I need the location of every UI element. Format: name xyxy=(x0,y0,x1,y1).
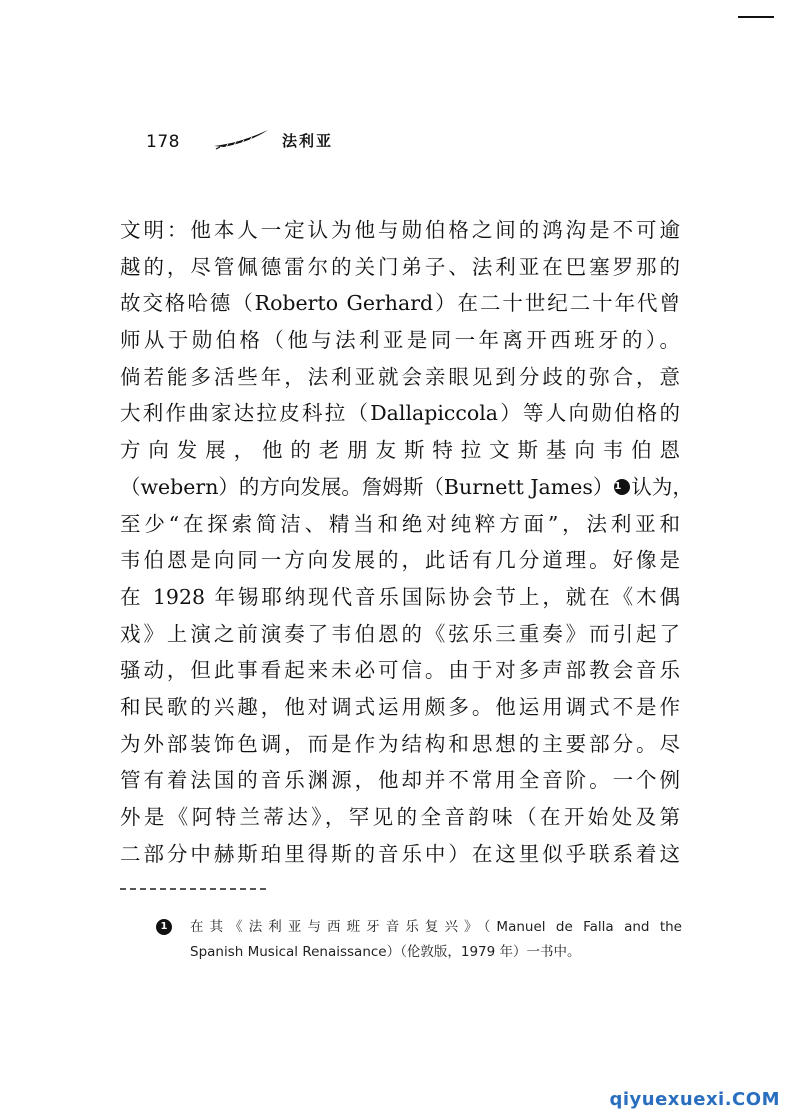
text-line: 戏》上演之前演奏了韦伯恩的《弦乐三重奏》而引起了 xyxy=(120,621,680,646)
text-line: 文明：他本人一定认为他与勋伯格之间的鸿沟是不可逾 xyxy=(120,218,680,242)
text-line: 和民歌的兴趣，他对调式运用颇多。他运用调式不是作 xyxy=(120,694,680,719)
footnote xyxy=(156,915,682,965)
text-line-with-footnote-ref xyxy=(120,469,693,506)
text-line: 骚动，但此事看起来未必可信。由于对多声部教会音乐 xyxy=(120,658,680,683)
text-line: 倘若能多活些年，法利亚就会亲眼见到分歧的弥合，意 xyxy=(120,364,680,389)
footnote-line: 在其《法利亚与西班牙音乐复兴》（Manuel de Falla and the xyxy=(190,919,682,935)
text-line: 二部分中赫斯珀里得斯的音乐中）在这里似乎联系着这 xyxy=(120,841,680,866)
body-text xyxy=(120,212,693,872)
text-line: 在 1928 年锡耶纳现代音乐国际协会节上，就在《木偶 xyxy=(120,584,680,609)
text-line: 管有着法国的音乐渊源，他却并不常用全音阶。一个例 xyxy=(120,768,680,793)
text-line: 越的，尽管佩德雷尔的关门弟子、法利亚在巴塞罗那的 xyxy=(120,254,680,279)
text-segment: 认为， xyxy=(631,474,693,499)
text-line: 大利作曲家达拉皮科拉（Dallapiccola）等人向勋伯格的 xyxy=(120,401,680,426)
corner-rule xyxy=(738,16,774,18)
quill-ornament-icon xyxy=(212,128,272,150)
footnote-ref-marker[interactable]: 1 xyxy=(614,479,630,495)
text-line: 至少“在探索简洁、精当和绝对纯粹方面”，法利亚和 xyxy=(120,511,680,536)
running-title: 法利亚 xyxy=(282,132,334,150)
text-line: 韦伯恩是向同一方向发展的，此话有几分道理。好像是 xyxy=(120,548,680,573)
watermark: qiyuexuexi.COM xyxy=(609,1089,780,1110)
text-segment: （webern）的方向发展。詹姆斯（Burnett James） xyxy=(120,474,614,499)
page-number: 178 xyxy=(146,132,180,152)
footnote-marker: 1 xyxy=(156,919,172,935)
text-line: 故交格哈德（Roberto Gerhard）在二十世纪二十年代曾 xyxy=(120,291,680,316)
text-line: 为外部装饰色调，而是作为结构和思想的主要部分。尽 xyxy=(120,731,680,756)
footnote-divider xyxy=(120,888,266,892)
text-line: 师从于勋伯格（他与法利亚是同一年离开西班牙的）。 xyxy=(120,328,680,353)
text-line: 外是《阿特兰蒂达》，罕见的全音韵味（在开始处及第 xyxy=(120,805,680,829)
footnote-line: Spanish Musical Renaissance）（伦敦版，1979 年）一书中。 xyxy=(190,944,581,960)
text-line: 方向发展，他的老朋友斯特拉文斯基向韦伯恩 xyxy=(120,438,680,463)
